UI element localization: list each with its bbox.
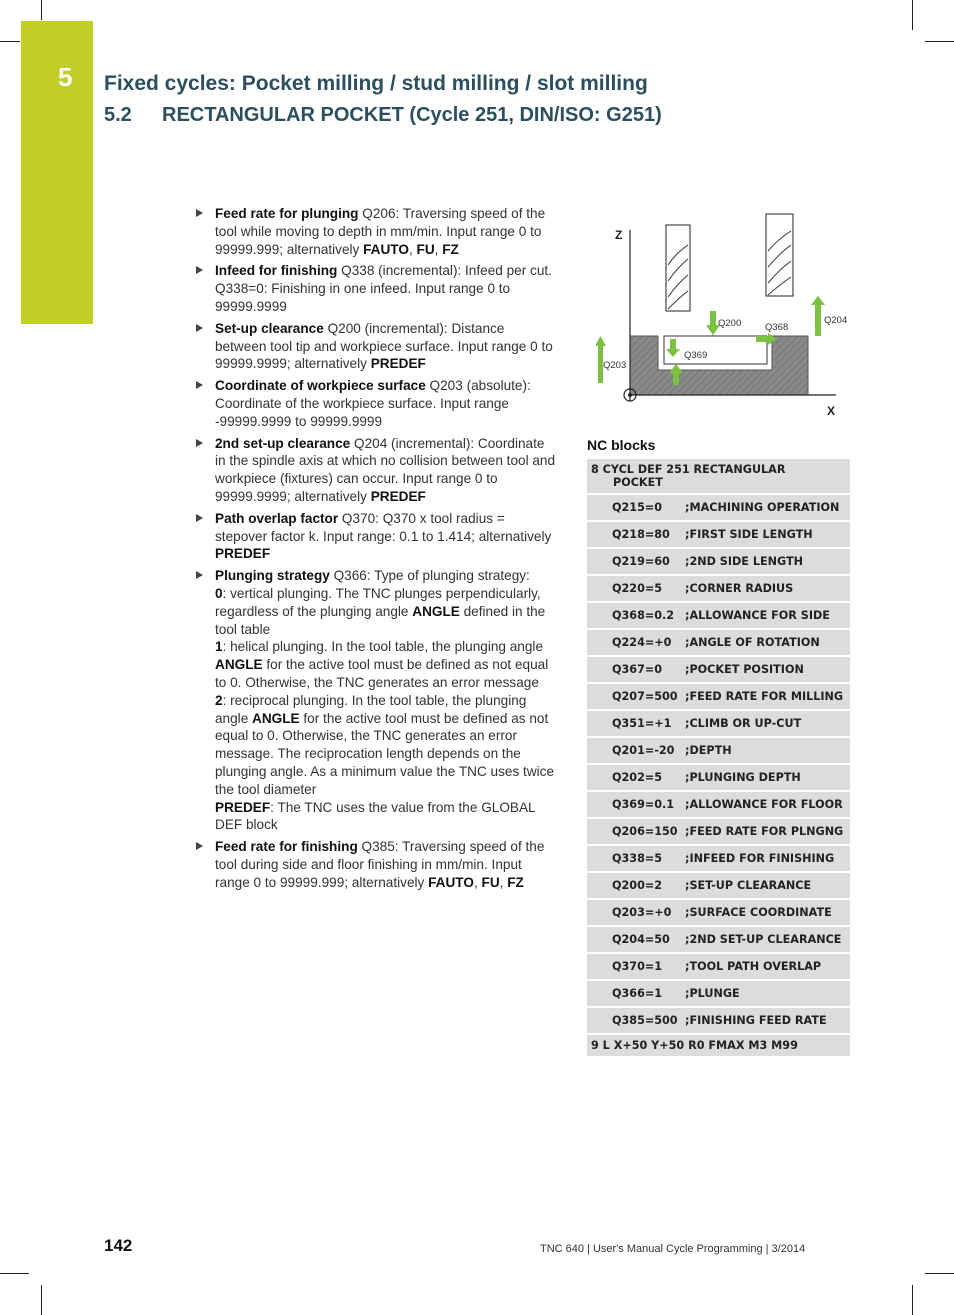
parameter-term: PREDEF [370,356,426,372]
pocket-diagram [596,205,850,425]
parameter-item [196,377,558,430]
x-axis-label: X [827,404,836,418]
nc-row [587,738,850,765]
nc-row [587,576,850,603]
parameter-term: FU [481,874,500,890]
nc-row [587,900,850,927]
nc-row [587,657,850,684]
parameter-text: : vertical plunging. The TNC plunges perpendicularly, regardless of the plunging angle [215,585,541,619]
parameter-term: Coordinate of workpiece surface [215,378,426,394]
parameter-text: , [473,874,482,890]
q203-label: Q203 [603,360,627,371]
nc-blocks-title: NC blocks [587,437,656,453]
parameter-term: Infeed for finishing [215,263,338,279]
parameter-text: , [408,241,417,257]
parameter-text: Q204 (incremental): Coordinate in the spindle axis at which no collision between tool and workpiece (fixtures) can occur. Input range 0 to 99999.9999; alternatively [215,435,556,504]
parameter-text: Q385: Traversing speed of the tool during side and floor finishing in mm/min. Input range 0 to 99999.999; alternatively [215,839,545,890]
bullet-arrow-icon [196,209,203,217]
nc-comment: ;ALLOWANCE FOR FLOOR [685,798,843,811]
nc-row [587,711,850,738]
parameter-text: : reciprocal plunging. In the tool table, the plunging angle [215,692,527,726]
z-axis-label: Z [615,228,623,242]
nc-comment: ;2ND SIDE LENGTH [685,555,803,568]
nc-code: Q202=5 [612,771,663,784]
nc-comment: ;PLUNGING DEPTH [685,771,801,784]
nc-code: Q204=50 [612,933,670,946]
nc-code: Q385=500 [612,1014,678,1027]
crop-mark [0,1273,29,1274]
bullet-arrow-icon [196,439,203,447]
nc-comment: ;FINISHING FEED RATE [685,1014,827,1027]
parameter-item [196,435,558,506]
chapter-number: 5 [58,62,73,92]
nc-comment: ;TOOL PATH OVERLAP [685,960,822,973]
nc-row [587,981,850,1008]
nc-row [587,954,850,981]
nc-comment: ;FIRST SIDE LENGTH [685,528,813,541]
q369-label: Q369 [684,350,708,361]
footer-reference: TNC 640 | User's Manual Cycle Programming | 3/2014 [540,1243,806,1255]
parameter-term: Set-up clearance [215,320,324,336]
parameter-term: 0 [215,585,223,601]
crop-mark [41,0,42,20]
nc-comment: ;ANGLE OF ROTATION [685,636,820,649]
nc-code: Q201=-20 [612,744,675,757]
nc-first-line-cont: POCKET [613,476,663,489]
parameter-text: Q366: Type of plunging strategy: [329,568,530,584]
tool-plunging [666,225,690,311]
nc-comment: ;PLUNGE [685,987,740,1000]
nc-code: Q370=1 [612,960,663,973]
nc-row [587,522,850,549]
parameter-item [196,205,558,258]
parameter-text: defined in the tool table [215,603,546,637]
section-heading [104,104,662,127]
parameter-text: : helical plunging. In the tool table, the plunging angle [222,639,544,655]
nc-row [587,927,850,954]
nc-code: Q200=2 [612,879,663,892]
nc-row [587,630,850,657]
nc-code: Q203=+0 [612,906,672,919]
q204-label: Q204 [824,315,848,326]
parameter-term: FAUTO [363,241,409,257]
bullet-arrow-icon [196,842,203,850]
nc-code: Q207=500 [612,690,678,703]
nc-comment: ;POCKET POSITION [685,663,804,676]
nc-code: Q368=0.2 [612,609,675,622]
parameter-term: FZ [507,874,524,890]
nc-code: Q366=1 [612,987,663,1000]
crop-mark [41,1285,42,1315]
nc-code: Q206=150 [612,825,678,838]
parameter-item [196,567,558,834]
parameter-text: : The TNC uses the value from the GLOBAL DEF block [215,799,536,833]
nc-last-row [587,1035,850,1058]
parameter-term: PREDEF [370,488,426,504]
nc-last-line: 9 L X+50 Y+50 R0 FMAX M3 M99 [591,1039,798,1052]
nc-code: Q338=5 [612,852,663,865]
parameter-text: , [499,874,508,890]
parameter-item [196,320,558,373]
parameter-term: ANGLE [252,710,300,726]
nc-row [587,495,850,522]
nc-code: Q218=80 [612,528,670,541]
nc-comment: ;CLIMB OR UP-CUT [685,717,802,730]
parameter-text: for the active tool must be defined as not equal to 0. Otherwise, the TNC generates an error message [215,657,549,690]
nc-row [587,873,850,900]
nc-comment: ;CORNER RADIUS [685,582,794,595]
nc-code: Q224=+0 [612,636,672,649]
origin-dot [628,393,632,397]
nc-comment: ;INFEED FOR FINISHING [685,852,835,865]
parameter-list [196,205,558,895]
nc-comment: ;FEED RATE FOR PLNGNG [685,825,844,838]
parameter-text: Q338 (incremental): Infeed per cut. Q338=0: Finishing in one infeed. Input range 0 to 99999.9999 [215,263,552,314]
nc-row [587,603,850,630]
parameter-text: Q200 (incremental): Distance between tool tip and workpiece surface. Input range 0 to 99999.9999; alternatively [215,320,553,372]
parameter-term: Feed rate for finishing [215,839,358,855]
nc-rows [587,495,850,1035]
parameter-term: Feed rate for plunging [215,206,359,221]
parameter-text: , [434,241,443,257]
nc-comment: ;FEED RATE FOR MILLING [685,690,844,703]
bullet-arrow-icon [196,571,203,579]
bullet-arrow-icon [196,514,203,522]
bullet-arrow-icon [196,381,203,389]
parameter-term: 1 [215,639,223,655]
crop-mark [912,0,913,30]
section-title: RECTANGULAR POCKET (Cycle 251, DIN/ISO: G251) [162,104,662,126]
chapter-title: Fixed cycles: Pocket milling / stud milling / slot milling [104,72,648,95]
nc-row [587,792,850,819]
parameter-text: Q206: Traversing speed of the tool while moving to depth in mm/min. Input range 0 to 99999.999; alternatively [215,206,546,257]
arrow-q204 [811,296,825,336]
nc-first-row [587,459,850,495]
parameter-term: 2nd set-up clearance [215,435,351,451]
parameter-item [196,510,558,563]
nc-comment: ;MACHINING OPERATION [685,501,840,514]
nc-blocks-table [587,459,850,1058]
nc-code: Q369=0.1 [612,798,675,811]
parameter-text: Q370: Q370 x tool radius = stepover factor k. Input range: 0.1 to 1.414; alternatively [215,510,552,544]
parameter-term: Path overlap factor [215,510,339,526]
section-number: 5.2 [104,104,132,126]
q368-label: Q368 [765,322,789,333]
nc-code: Q351=+1 [612,717,672,730]
nc-code: Q220=5 [612,582,663,595]
nc-first-line: 8 CYCL DEF 251 RECTANGULAR [591,463,786,476]
bullet-arrow-icon [196,266,203,274]
nc-row [587,549,850,576]
parameter-term: Plunging strategy [215,568,330,584]
pocket-inner [664,336,767,364]
nc-row [587,846,850,873]
nc-comment: ;ALLOWANCE FOR SIDE [685,609,830,622]
nc-comment: ;2ND SET-UP CLEARANCE [685,933,842,946]
parameter-term: PREDEF [215,546,271,562]
nc-code: Q215=0 [612,501,663,514]
nc-row [587,1008,850,1035]
parameter-term: FU [416,241,435,257]
nc-comment: ;SURFACE COORDINATE [685,906,832,919]
nc-comment: ;DEPTH [685,744,732,757]
parameter-text: for the active tool must be defined as not equal to 0. Otherwise, the TNC generates an error message. The reciprocation length depends on the plunging angle. As a minimum value the TNC uses twice the tool diameter [215,710,555,797]
parameter-item [196,838,558,891]
parameter-term: FZ [442,241,459,257]
nc-code: Q219=60 [612,555,670,568]
crop-mark [925,41,954,42]
page-number: 142 [104,1236,133,1255]
nc-row [587,765,850,792]
nc-code: Q367=0 [612,663,663,676]
parameter-term: ANGLE [215,657,263,673]
crop-mark [925,1273,954,1274]
parameter-term: ANGLE [412,603,460,619]
crop-mark [0,41,20,42]
parameter-term: PREDEF [215,799,271,815]
nc-row [587,819,850,846]
tool-clearance [766,214,793,296]
parameter-text: Q203 (absolute): Coordinate of the workpiece surface. Input range -99999.9999 to 99999.9999 [215,378,531,429]
q200-label: Q200 [718,318,742,329]
parameter-item [196,262,558,315]
parameter-term: 2 [215,692,223,708]
chapter-tab [21,21,93,324]
parameter-term: FAUTO [428,874,474,890]
bullet-arrow-icon [196,324,203,332]
crop-mark [912,1285,913,1315]
nc-row [587,684,850,711]
nc-comment: ;SET-UP CLEARANCE [685,879,812,892]
